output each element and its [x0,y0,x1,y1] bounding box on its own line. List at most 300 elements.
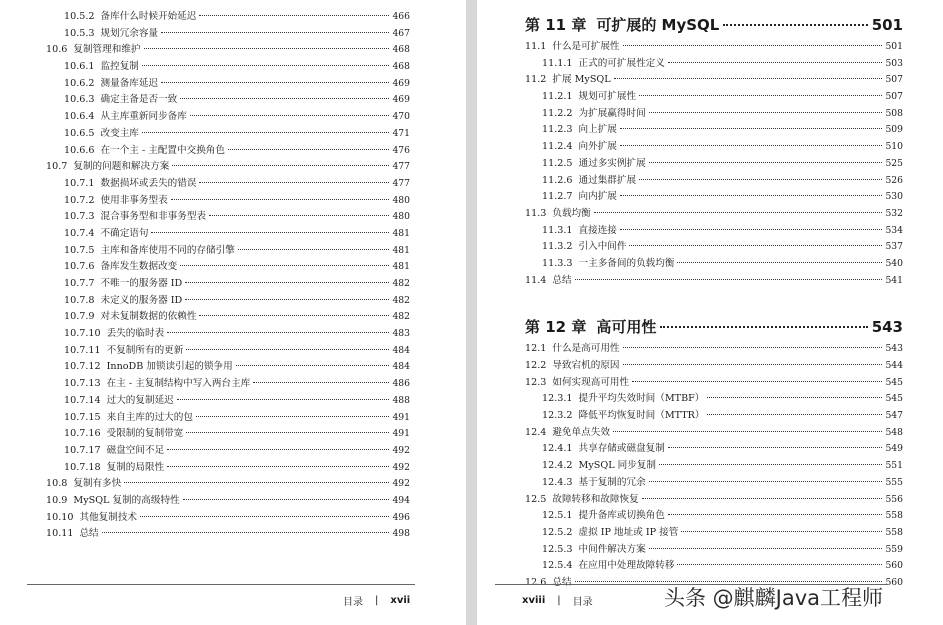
entry-title: 通过集群扩展 [578,174,637,186]
entry-title: 规划可扩展性 [578,91,637,103]
page-number: xvii [390,595,411,606]
dot-leader [613,431,883,432]
entry-number: 10.7.12 [64,361,101,373]
entry-page: 507 [885,91,903,103]
toc-entry[interactable] [525,475,903,492]
dot-leader [161,82,389,83]
entry-title: 测量备库延迟 [100,77,159,89]
entry-number: 10.7.2 [64,194,95,206]
entry-title: 数据损坏或丢失的错误 [100,177,197,189]
entry-title: 直接连接 [578,224,617,236]
entry-number: 10.7.14 [64,394,101,406]
dot-leader [668,62,883,63]
entry-title: 主库和备库使用不同的存储引擎 [100,244,235,256]
dot-leader [172,165,389,166]
entry-page: 537 [885,241,903,253]
dot-leader [660,326,867,328]
toc-entry[interactable] [46,143,410,160]
entry-number: 12.5.2 [542,526,573,538]
entry-page: 477 [392,161,410,173]
toc-entry[interactable] [525,425,903,442]
toc-entry[interactable] [46,176,410,193]
chapter-heading[interactable] [525,313,903,341]
entry-number: 12.4.3 [542,476,573,488]
entry-number: 11.4 [525,274,547,286]
toc-entry[interactable] [525,441,903,458]
entry-page: 525 [885,157,903,169]
entry-number: 10.6.1 [64,61,95,73]
toc-entry[interactable] [46,76,410,93]
toc-entry[interactable] [46,326,410,343]
entry-page: 507 [885,74,903,86]
entry-page: 483 [392,328,410,340]
footer-separator: | [557,595,561,606]
dot-leader [140,516,389,517]
entry-number: 10.7.13 [64,378,101,390]
dot-leader [668,447,883,448]
toc-entry[interactable] [525,206,903,223]
entry-number: 10.7.3 [64,211,95,223]
entry-page: 469 [392,77,410,89]
entry-title: 一主多备间的负载均衡 [578,257,675,269]
entry-page: 491 [392,428,410,440]
entry-number: 12.5.4 [542,560,573,572]
chapter-title: 可扩展的 MySQL [596,16,720,34]
entry-number: 10.6.4 [64,111,95,123]
entry-title: 备库发生数据改变 [100,261,178,273]
dot-leader [144,48,390,49]
entry-title: MySQL 同步复制 [578,460,656,472]
entry-page: 509 [885,124,903,136]
entry-page: 488 [392,394,410,406]
entry-title: 受限制的复制带宽 [106,428,184,440]
toc-entry[interactable] [525,492,903,509]
toc-entry[interactable] [525,273,903,290]
entry-title: 提升备库或切换角色 [578,510,665,522]
entry-number: 11.2 [525,74,547,86]
entry-number: 10.7.18 [64,461,101,473]
entry-number: 12.4.1 [542,443,573,455]
entry-title: 未定义的服务器 ID [100,294,183,306]
entry-page: 498 [392,528,410,540]
entry-page: 496 [392,511,410,523]
right-toc [525,9,903,592]
entry-number: 10.7 [46,161,68,173]
entry-title: 对未复制数据的依赖性 [100,311,197,323]
entry-number: 11.1 [525,41,547,52]
toc-entry[interactable] [525,89,903,106]
dot-leader [190,115,390,116]
entry-title: 什么是高可用性 [552,343,620,355]
toc-entry[interactable] [525,56,903,73]
entry-page: 481 [392,227,410,239]
entry-title: 备库什么时候开始延迟 [100,11,197,22]
entry-page: 558 [885,510,903,522]
entry-page: 482 [392,311,410,323]
entry-number: 10.7.8 [64,294,95,306]
entry-page: 501 [885,41,903,52]
entry-page: 560 [885,576,903,588]
toc-entry[interactable] [525,525,903,542]
entry-title: 丢失的临时表 [106,328,165,340]
entry-number: 12.5.3 [542,543,573,555]
toc-entry[interactable] [46,443,410,460]
entry-number: 10.7.15 [64,411,101,423]
entry-page: 540 [885,257,903,269]
dot-leader [620,195,883,196]
entry-page: 534 [885,224,903,236]
toc-entry[interactable] [46,259,410,276]
entry-title: 在一个主 - 主配置中交换角色 [100,144,225,156]
entry-number: 11.3 [525,207,547,219]
entry-number: 10.7.4 [64,227,95,239]
dot-leader [623,364,883,365]
toc-entry[interactable] [525,375,903,392]
entry-title: 中间件解决方案 [578,543,646,555]
toc-entry[interactable] [525,156,903,173]
entry-page: 508 [885,107,903,119]
entry-page: 471 [392,127,410,139]
dot-leader [677,262,882,263]
entry-page: 526 [885,174,903,186]
entry-title: 混合事务型和非事务型表 [100,211,207,223]
toc-entry[interactable] [46,460,410,477]
toc-entry[interactable] [46,343,410,360]
toc-entry[interactable] [46,226,410,243]
dot-leader [649,481,883,482]
toc-entry[interactable] [46,493,410,510]
dot-leader [209,215,389,216]
entry-page: 503 [885,57,903,69]
entry-title: 向外扩展 [578,141,617,153]
dot-leader [185,299,389,300]
entry-page: 491 [392,411,410,423]
dot-leader [171,199,390,200]
toc-entry[interactable] [525,223,903,240]
entry-number: 11.2.1 [542,91,573,103]
dot-leader [649,548,883,549]
entry-number: 12.4.2 [542,460,573,472]
entry-number: 12.3 [525,376,547,388]
entry-title: 总结 [79,528,99,540]
entry-title: 总结 [552,274,572,286]
dot-leader [180,98,389,99]
chapter-page: 501 [871,16,903,34]
entry-title: 过大的复制延迟 [106,394,174,406]
entry-number: 12.4 [525,426,547,438]
toc-entry[interactable] [46,410,410,427]
footer-label: 目录 [343,597,363,608]
entry-title: 在应用中处理故障转移 [578,560,675,572]
entry-number: 10.7.7 [64,278,95,289]
footer-label: 目录 [572,597,593,608]
dot-leader [124,482,389,483]
toc-entry[interactable] [46,476,410,493]
dot-leader [238,249,390,250]
entry-page: 530 [885,191,903,203]
entry-page: 544 [885,360,903,371]
entry-number: 10.7.11 [64,344,101,356]
entry-title: MySQL 复制的高级特性 [73,494,180,506]
entry-page: 494 [392,494,410,506]
toc-entry[interactable] [46,293,410,310]
toc-entry[interactable] [46,309,410,326]
entry-number: 11.2.7 [542,191,573,203]
entry-page: 492 [392,478,410,490]
entry-number: 11.3.1 [542,224,573,236]
toc-entry[interactable] [525,122,903,139]
entry-number: 10.7.10 [64,328,101,340]
toc-entry[interactable] [525,39,903,56]
dot-leader [677,564,882,565]
chapter-11-entries [525,39,903,289]
entry-number: 12.3.1 [542,393,573,405]
entry-title: 正式的可扩展性定义 [578,57,665,69]
dot-leader [707,397,882,398]
entry-title: 复制管理和维护 [73,44,141,56]
dot-leader [649,162,883,163]
entry-number: 10.5.3 [64,27,95,39]
entry-page: 492 [392,461,410,473]
entry-number: 10.7.6 [64,261,95,273]
entry-page: 466 [392,11,410,22]
toc-entry[interactable] [46,42,410,59]
entry-number: 12.5.1 [542,510,573,522]
entry-page: 560 [885,560,903,572]
dot-leader [167,449,389,450]
dot-leader [620,145,883,146]
page-number: xviii [522,595,546,606]
entry-page: 545 [885,393,903,405]
entry-number: 10.6.6 [64,144,95,156]
entry-page: 545 [885,376,903,388]
dot-leader [639,95,882,96]
chapter-12-entries [525,341,903,591]
entry-page: 476 [392,144,410,156]
entry-number: 12.6 [525,576,547,588]
dot-leader [102,532,390,533]
toc-entry[interactable] [525,542,903,559]
entry-page: 481 [392,261,410,273]
toc-entry[interactable] [46,393,410,410]
toc-entry[interactable] [525,358,903,375]
toc-entry[interactable] [46,243,410,260]
footer-rule [27,584,415,585]
dot-leader [186,432,389,433]
book-gutter [466,0,477,625]
dot-leader [185,282,389,283]
entry-title: 规划冗余容量 [100,27,159,39]
dot-leader [723,24,867,26]
toc-entry[interactable] [46,126,410,143]
toc-entry[interactable] [525,189,903,206]
entry-number: 10.7.17 [64,444,101,456]
toc-entry[interactable] [525,173,903,190]
entry-page: 556 [885,493,903,505]
entry-page: 510 [885,141,903,153]
dot-leader [199,315,389,316]
entry-page: 548 [885,426,903,438]
chapter-page: 543 [871,318,903,337]
entry-number: 10.7.16 [64,428,101,440]
dot-leader [649,112,883,113]
entry-page: 482 [392,294,410,306]
entry-title: 向内扩展 [578,191,617,203]
dot-leader [681,531,882,532]
toc-entry[interactable] [525,139,903,156]
dot-leader [180,265,389,266]
dot-leader [142,65,390,66]
entry-page: 468 [392,61,410,73]
entry-number: 10.6.5 [64,127,95,139]
toc-entry[interactable] [525,256,903,273]
chapter-title: 高可用性 [596,318,657,337]
dot-leader [167,466,389,467]
entry-page: 482 [392,278,410,289]
entry-number: 10.7.9 [64,311,95,323]
toc-entry[interactable] [46,276,410,293]
entry-title: 改变主库 [100,127,139,139]
toc-entry[interactable] [46,59,410,76]
entry-title: 如何实现高可用性 [552,376,630,388]
toc-entry[interactable] [46,9,410,26]
entry-title: 不唯一的服务器 ID [100,278,183,289]
toc-entry[interactable] [46,209,410,226]
entry-page: 477 [392,177,410,189]
dot-leader [228,149,389,150]
dot-leader [199,182,389,183]
toc-entry[interactable] [46,376,410,393]
entry-title: 不确定语句 [100,227,149,239]
right-page [477,0,943,625]
dot-leader [639,179,882,180]
toc-entry[interactable] [525,239,903,256]
entry-page: 551 [885,460,903,472]
toc-entry[interactable] [46,26,410,43]
entry-title: 来自主库的过大的包 [106,411,193,423]
toc-entry[interactable] [525,558,903,575]
toc-entry[interactable] [46,510,410,527]
chapter-heading[interactable] [525,11,903,39]
dot-leader [707,414,882,415]
dot-leader [199,15,389,16]
entry-number: 12.1 [525,343,547,355]
left-toc [46,9,410,543]
entry-title: 基于复制的冗余 [578,476,646,488]
entry-title: 提升平均失效时间（MTBF） [578,393,705,405]
entry-page: 480 [392,194,410,206]
entry-number: 10.6 [46,44,68,56]
toc-entry[interactable] [46,109,410,126]
dot-leader [183,499,390,500]
entry-number: 11.2.5 [542,157,573,169]
dot-leader [142,132,390,133]
toc-entry[interactable] [525,458,903,475]
entry-number: 10.8 [46,478,68,490]
toc-entry[interactable] [525,391,903,408]
entry-title: 负载均衡 [552,207,591,219]
entry-title: 虚拟 IP 地址或 IP 接管 [578,526,679,538]
dot-leader [253,382,389,383]
left-footer [343,593,410,608]
toc-entry[interactable] [46,159,410,176]
entry-title: 什么是可扩展性 [552,41,620,52]
entry-title: 降低平均恢复时间（MTTR） [578,410,705,422]
toc-entry[interactable] [46,92,410,109]
entry-title: 总结 [552,576,572,588]
toc-entry[interactable] [46,426,410,443]
dot-leader [623,45,883,46]
entry-page: 469 [392,94,410,106]
entry-title: 不复制所有的更新 [106,344,184,356]
entry-number: 10.10 [46,511,74,523]
entry-page: 470 [392,111,410,123]
entry-number: 11.2.2 [542,107,573,119]
entry-number: 11.1.1 [542,57,573,69]
toc-entry[interactable] [525,341,903,358]
dot-leader [575,279,883,280]
entry-number: 12.2 [525,360,547,371]
toc-entry[interactable] [525,508,903,525]
entry-title: 扩展 MySQL [552,74,611,86]
entry-title: 监控复制 [100,61,139,73]
entry-title: InnoDB 加锁读引起的锁争用 [106,361,233,373]
right-footer [522,593,593,608]
dot-leader [659,464,882,465]
entry-title: 通过多实例扩展 [578,157,646,169]
dot-leader [620,229,883,230]
toc-entry[interactable] [46,193,410,210]
entry-number: 12.5 [525,493,547,505]
dot-leader [632,381,882,382]
entry-page: 484 [392,344,410,356]
entry-title: 复制的问题和解决方案 [73,161,170,173]
dot-leader [620,128,883,129]
dot-leader [623,347,883,348]
entry-number: 10.6.3 [64,94,95,106]
entry-title: 在主 - 主复制结构中写入两台主库 [106,378,251,390]
chapter-label: 第 11 章 [525,16,587,34]
toc-entry[interactable] [525,72,903,89]
entry-page: 467 [392,27,410,39]
toc-entry[interactable] [46,359,410,376]
toc-entry[interactable] [525,408,903,425]
entry-title: 使用非事务型表 [100,194,168,206]
dot-leader [151,232,389,233]
entry-number: 11.3.2 [542,241,573,253]
entry-page: 492 [392,444,410,456]
entry-number: 10.11 [46,528,74,540]
toc-entry[interactable] [46,526,410,543]
entry-title: 磁盘空间不足 [106,444,165,456]
entry-page: 468 [392,44,410,56]
dot-leader [167,332,389,333]
entry-page: 559 [885,543,903,555]
entry-page: 543 [885,343,903,355]
entry-page: 558 [885,526,903,538]
dot-leader [177,399,390,400]
entry-title: 避免单点失效 [552,426,610,438]
entry-page: 481 [392,244,410,256]
entry-title: 为扩展赢得时间 [578,107,646,119]
toc-entry[interactable] [525,106,903,123]
footer-separator: | [375,595,379,606]
dot-leader [196,416,389,417]
entry-page: 541 [885,274,903,286]
entry-title: 导致宕机的原因 [552,360,620,371]
entry-title: 确定主备是否一致 [100,94,178,106]
entry-page: 549 [885,443,903,455]
